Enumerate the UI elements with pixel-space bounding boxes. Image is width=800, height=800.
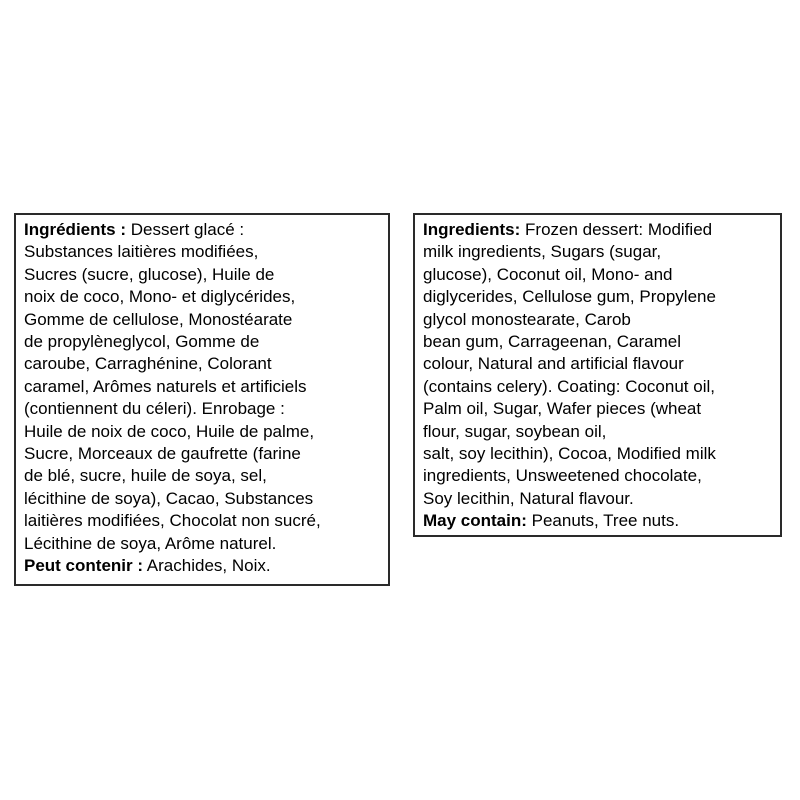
ingredient-text: Soy lecithin, Natural flavour. [423, 488, 634, 508]
ingredient-line [423, 286, 780, 308]
ingredient-text: Huile de noix de coco, Huile de palme, [24, 421, 315, 441]
ingredient-line [423, 510, 780, 532]
ingredient-line [423, 398, 780, 420]
ingredient-line [24, 465, 388, 487]
ingredient-line [24, 555, 388, 577]
label-heading: Ingrédients : [24, 220, 127, 239]
ingredient-text: flour, sugar, soybean oil, [423, 421, 607, 441]
ingredient-line [423, 421, 780, 443]
ingredient-text: Lécithine de soya, Arôme naturel. [24, 533, 277, 553]
ingredient-line [24, 510, 388, 532]
ingredient-line [24, 309, 388, 331]
ingredient-text: (contiennent du céleri). Enrobage : [24, 399, 285, 419]
ingredient-text: glycol monostearate, Carob [423, 309, 631, 329]
ingredient-line [24, 331, 388, 353]
label-heading: Ingredients: [423, 220, 521, 239]
ingredient-line [24, 264, 388, 286]
ingredient-line [24, 398, 388, 420]
label-heading: May contain: [423, 511, 527, 531]
ingredient-line [423, 465, 780, 487]
ingredient-text: milk ingredients, Sugars (sugar, [423, 242, 662, 262]
ingredient-text: laitières modifiées, Chocolat non sucré, [24, 511, 321, 531]
ingredient-text: salt, soy lecithin), Cocoa, Modified milk [423, 444, 716, 464]
ingredient-text: caroube, Carraghénine, Colorant [24, 354, 272, 374]
ingredient-text: colour, Natural and artificial flavour [423, 354, 684, 374]
ingredient-text: de blé, sucre, huile de soya, sel, [24, 466, 267, 486]
ingredient-text: noix de coco, Mono- et diglycérides, [24, 287, 296, 307]
ingredient-line [423, 331, 780, 353]
ingredient-text: glucose), Coconut oil, Mono- and [423, 264, 673, 284]
ingredient-text: caramel, Arômes naturels et artificiels [24, 376, 307, 396]
ingredient-line [24, 376, 388, 398]
ingredient-line [423, 264, 780, 286]
ingredient-text: Dessert glacé : [126, 220, 245, 239]
ingredients-panel-english [413, 213, 782, 537]
ingredient-text: (contains celery). Coating: Coconut oil, [423, 376, 715, 396]
ingredient-line [423, 353, 780, 375]
ingredient-text: Sucre, Morceaux de gaufrette (farine [24, 444, 301, 464]
ingredient-line [24, 488, 388, 510]
ingredient-text: ingredients, Unsweetened chocolate, [423, 466, 702, 486]
ingredient-text: bean gum, Carrageenan, Caramel [423, 332, 681, 352]
ingredient-line [423, 219, 780, 241]
ingredient-text: de propylèneglycol, Gomme de [24, 332, 260, 352]
ingredient-text: diglycerides, Cellulose gum, Propylene [423, 287, 716, 307]
ingredient-text: Arachides, Noix. [143, 556, 271, 576]
ingredient-line [423, 309, 780, 331]
ingredients-panel-french [14, 213, 390, 586]
ingredient-line [24, 443, 388, 465]
ingredient-line [24, 533, 388, 555]
ingredient-line [423, 443, 780, 465]
ingredient-text: Substances laitières modifiées, [24, 242, 259, 262]
ingredient-line [423, 241, 780, 263]
ingredient-text: Palm oil, Sugar, Wafer pieces (wheat [423, 399, 702, 419]
ingredient-line [24, 286, 388, 308]
ingredient-text: lécithine de soya), Cacao, Substances [24, 488, 314, 508]
ingredient-line [24, 353, 388, 375]
ingredient-text: Frozen dessert: Modified [520, 220, 713, 239]
ingredient-line [24, 241, 388, 263]
ingredient-line [24, 219, 388, 241]
ingredient-text: Sucres (sucre, glucose), Huile de [24, 264, 275, 284]
label-heading: Peut contenir : [24, 556, 144, 576]
ingredient-text: Gomme de cellulose, Monostéarate [24, 309, 293, 329]
ingredient-text: Peanuts, Tree nuts. [526, 511, 680, 531]
ingredient-line [423, 376, 780, 398]
ingredient-line [24, 421, 388, 443]
ingredient-line [423, 488, 780, 510]
